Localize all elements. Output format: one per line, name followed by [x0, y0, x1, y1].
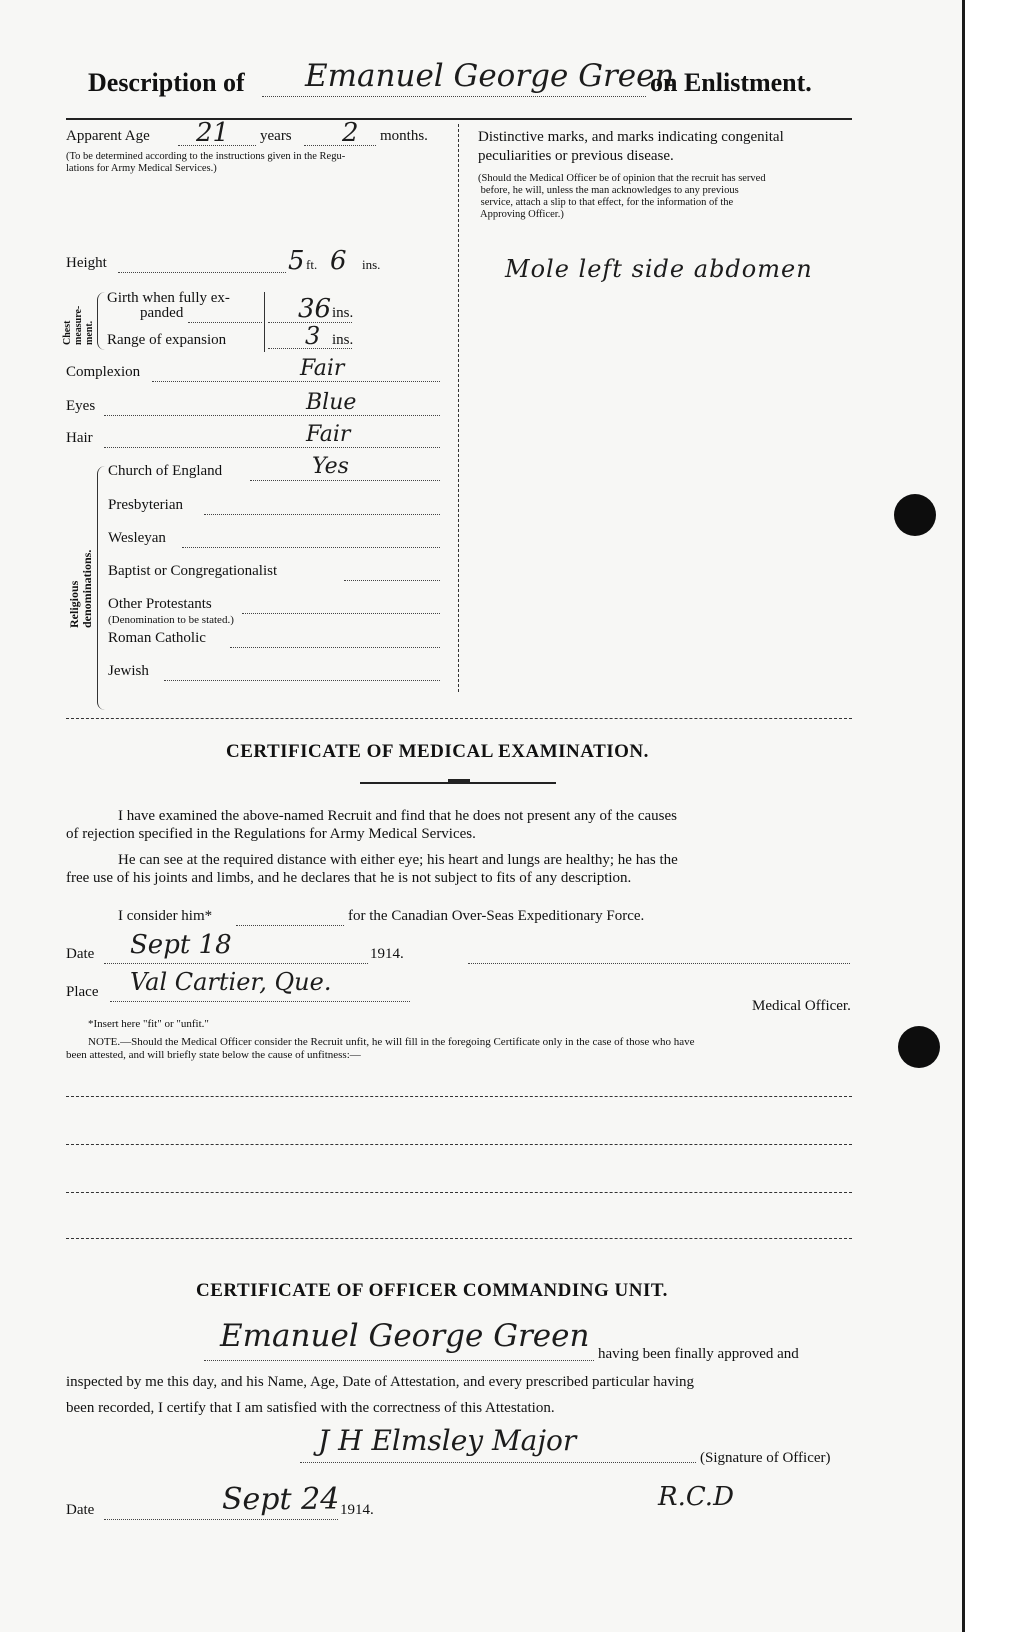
- commanding-title: CERTIFICATE OF OFFICER COMMANDING UNIT.: [196, 1280, 668, 1301]
- consider-text: for the Canadian Over-Seas Expeditionary Force.: [348, 908, 645, 924]
- religion-baptist: Baptist or Congregationalist: [108, 563, 278, 579]
- marks-title-1: Distinctive marks, and marks indicating congenital: [478, 129, 784, 145]
- religion-other-protestants: Other Protestants: [108, 596, 212, 612]
- page-edge: [962, 0, 965, 1632]
- medical-year: 1914.: [370, 946, 404, 962]
- medical-para1-a: I have examined the above-named Recruit and find that he does not present any of the causes: [118, 808, 677, 824]
- signature-line: [300, 1462, 696, 1463]
- unfitness-line-1: [66, 1096, 852, 1097]
- eyes-label: Eyes: [66, 398, 96, 414]
- age-label: Apparent Age: [66, 128, 150, 144]
- commanding-date-line: [104, 1519, 338, 1520]
- commanding-line1: having been finally approved and: [598, 1346, 799, 1362]
- religion-line-1: [204, 514, 440, 515]
- signature-sub: R.C.D: [658, 1482, 734, 1512]
- punch-hole-bottom: [898, 1026, 940, 1068]
- girth-label-1: Girth when fully ex-: [107, 290, 230, 306]
- religion-line-4: [242, 613, 440, 614]
- religion-line-0: [250, 480, 440, 481]
- years-label: years: [260, 128, 292, 144]
- unfitness-line-2: [66, 1144, 852, 1145]
- religion-presbyterian: Presbyterian: [108, 497, 183, 513]
- religion-side-label: Religious denominations.: [67, 549, 94, 628]
- section-rule: [66, 718, 852, 719]
- commanding-line3: been recorded, I certify that I am satisfied with the correctness of this Attestation.: [66, 1400, 555, 1416]
- commanding-line2: inspected by me this day, and his Name, Age, Date of Attestation, and every prescribed particular having: [66, 1374, 695, 1390]
- religion-roman-catholic: Roman Catholic: [108, 630, 206, 646]
- age-months-value: 2: [342, 118, 359, 148]
- unfitness-line-4: [66, 1238, 852, 1239]
- hair-label: Hair: [66, 430, 93, 446]
- height-label: Height: [66, 255, 107, 271]
- church-value: Yes: [312, 454, 349, 479]
- medical-signature-line: [468, 963, 850, 964]
- height-ins-label: ins.: [362, 257, 381, 272]
- insert-note: *Insert here "fit" or "unfit.": [88, 1018, 209, 1030]
- months-label: months.: [380, 128, 428, 144]
- punch-hole-top: [894, 494, 936, 536]
- religion-brace: [97, 466, 107, 710]
- medical-title-rule-mark: [448, 779, 470, 783]
- height-in-value: 6: [330, 246, 347, 276]
- commanding-date-label: Date: [66, 1502, 95, 1518]
- age-months-line: [304, 145, 376, 146]
- medical-date-value: Sept 18: [130, 930, 232, 960]
- religion-line-5: [230, 647, 440, 648]
- range-unit: ins.: [332, 332, 354, 348]
- religion-line-2: [182, 547, 440, 548]
- consider-line: [236, 925, 344, 926]
- medical-para2-a: He can see at the required distance with either eye; his heart and lungs are healthy; he has the: [118, 852, 678, 868]
- girth-label-2: panded: [140, 305, 184, 321]
- girth-unit: ins.: [332, 305, 354, 321]
- marks-note: (Should the Medical Officer be of opinion that the recruit has served before, he will, unless the man acknowledges to any previous service, attach a slip to that effect, for the information of the Approving Officer.): [478, 173, 766, 220]
- medical-para2-b: free use of his joints and limbs, and he declares that he is not subject to fits of any description.: [66, 870, 632, 886]
- height-line: [118, 272, 286, 273]
- religion-jewish: Jewish: [108, 663, 149, 679]
- hair-value: Fair: [306, 422, 351, 447]
- age-years-value: 21: [196, 118, 230, 148]
- height-ft-value: 5: [288, 246, 305, 276]
- place-label: Place: [66, 984, 99, 1000]
- medical-note-b: been attested, and will briefly state below the cause of unfitness:—: [66, 1049, 361, 1061]
- column-divider: [458, 124, 459, 692]
- eyes-value: Blue: [306, 390, 357, 415]
- place-value: Val Cartier, Que.: [130, 968, 332, 996]
- complexion-value: Fair: [300, 356, 345, 381]
- unfitness-line-3: [66, 1192, 852, 1193]
- medical-officer-label: Medical Officer.: [752, 998, 851, 1014]
- name-line: [262, 96, 646, 97]
- chest-divider: [264, 292, 265, 352]
- signature-label: (Signature of Officer): [700, 1450, 831, 1466]
- girth-line: [188, 322, 262, 323]
- other-note: (Denomination to be stated.): [108, 614, 234, 626]
- marks-title-2: peculiarities or previous disease.: [478, 148, 674, 164]
- header-suffix: on Enlistment.: [650, 68, 812, 97]
- eyes-line: [104, 415, 440, 416]
- commanding-date-value: Sept 24: [222, 1482, 340, 1517]
- ft-label: ft.: [306, 257, 318, 272]
- age-note: (To be determined according to the instructions given in the Regu- lations for Army Medical Services.): [66, 151, 346, 174]
- complexion-label: Complexion: [66, 364, 141, 380]
- religion-line-6: [164, 680, 440, 681]
- medical-para1-b: of rejection specified in the Regulations for Army Medical Services.: [66, 826, 476, 842]
- religion-line-3: [344, 580, 440, 581]
- medical-title: CERTIFICATE OF MEDICAL EXAMINATION.: [226, 741, 649, 762]
- chest-brace: [97, 292, 106, 350]
- range-value: 3: [305, 322, 321, 350]
- marks-value: Mole left side abdomen: [505, 255, 813, 283]
- header-prefix: Description of: [88, 68, 245, 97]
- commanding-year: 1914.: [340, 1502, 374, 1518]
- medical-date-line: [104, 963, 368, 964]
- religion-church-of-england: Church of England: [108, 463, 223, 479]
- chest-side-label: Chest measure- ment.: [62, 305, 95, 345]
- girth-value: 36: [298, 294, 332, 324]
- top-rule: [66, 118, 852, 120]
- scan-margin: [964, 0, 1012, 1632]
- place-line: [110, 1001, 410, 1002]
- medical-note-a: NOTE.—Should the Medical Officer consider the Recruit unfit, he will fill in the foregoing Certificate only in the case of those who have: [88, 1036, 695, 1048]
- medical-date-label: Date: [66, 946, 95, 962]
- range-label: Range of expansion: [107, 332, 227, 348]
- officer-signature: J H Elmsley Major: [318, 1424, 577, 1457]
- recruit-name: Emanuel George Green: [305, 58, 675, 94]
- consider-label: I consider him*: [118, 908, 213, 924]
- commanding-name-line: [204, 1360, 594, 1361]
- commanding-recruit-name: Emanuel George Green: [220, 1318, 590, 1354]
- hair-line: [104, 447, 440, 448]
- complexion-line: [152, 381, 440, 382]
- religion-wesleyan: Wesleyan: [108, 530, 166, 546]
